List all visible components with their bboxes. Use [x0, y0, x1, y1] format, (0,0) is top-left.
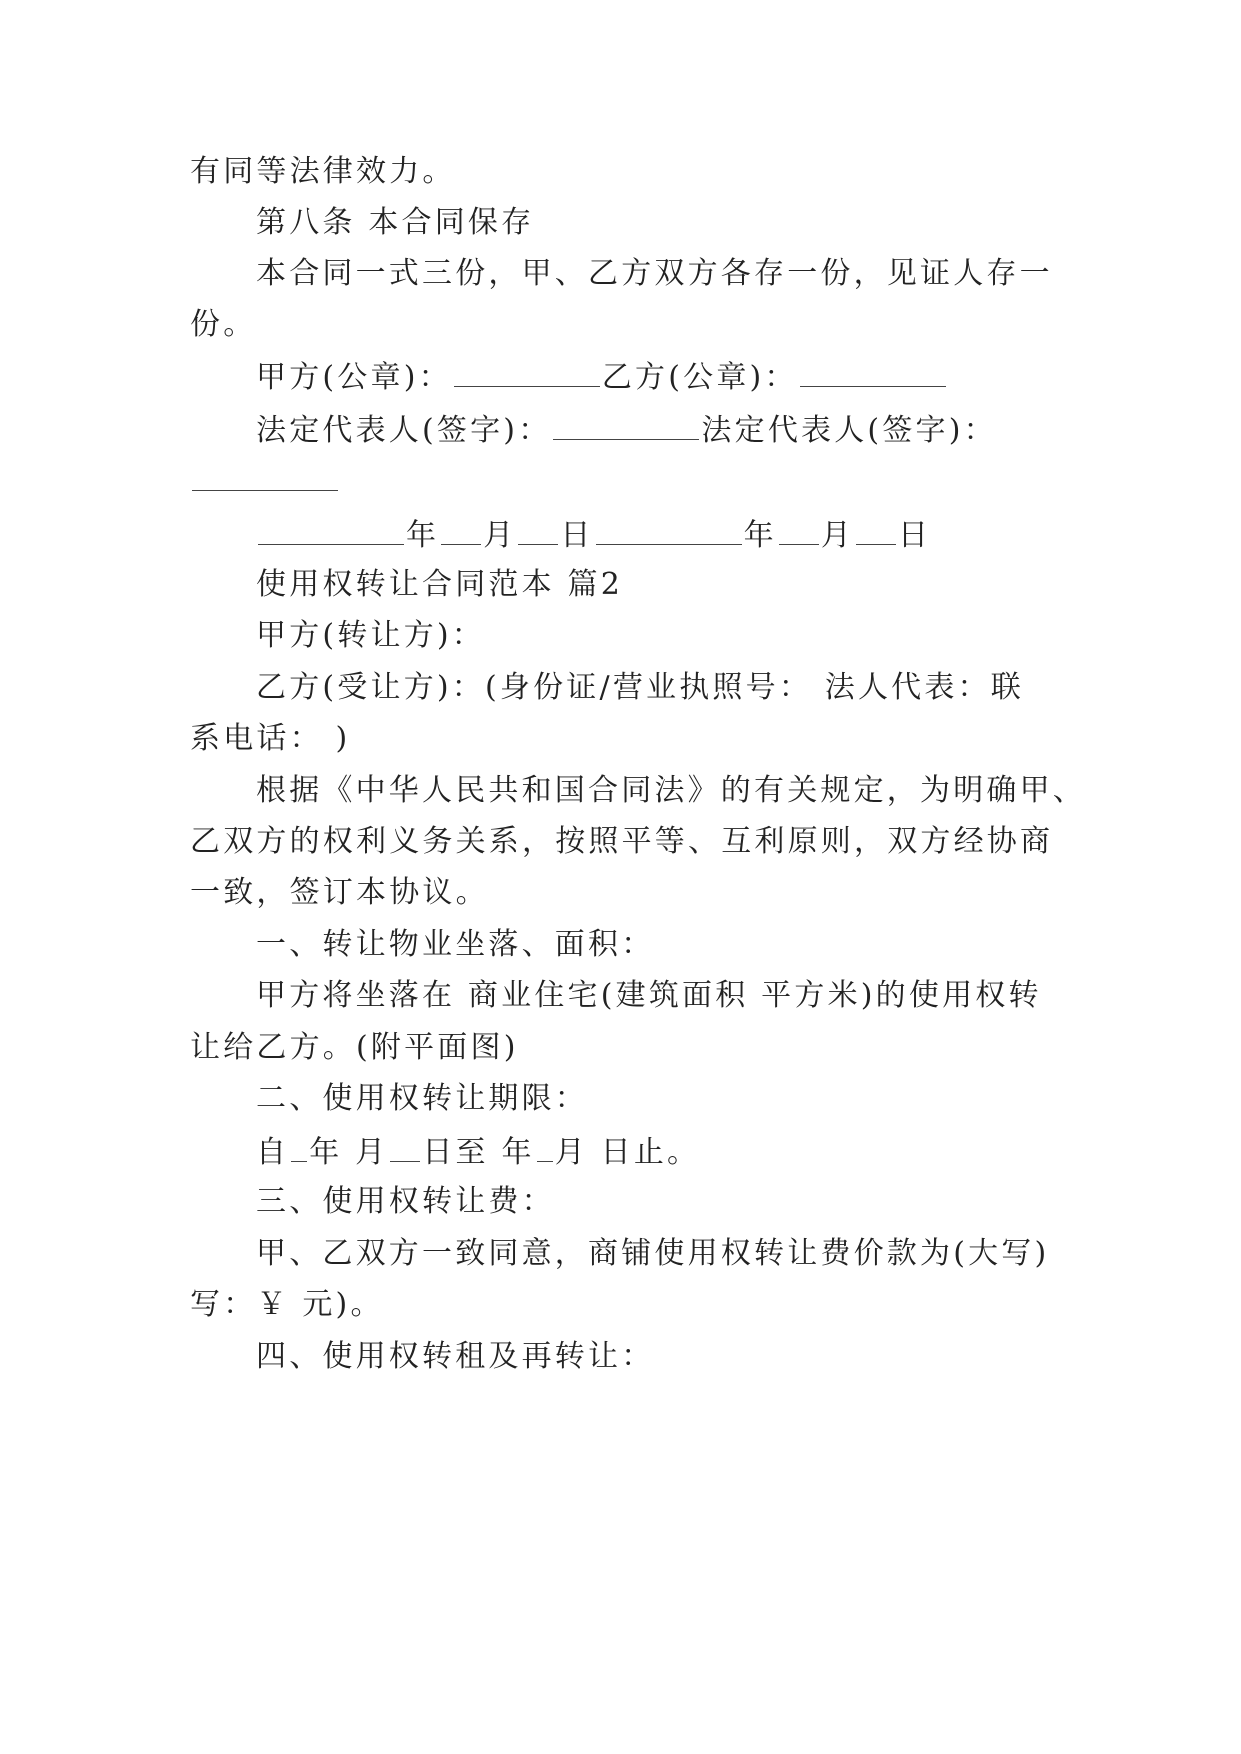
party-b-representative-label: 法定代表人(签字)：	[701, 413, 997, 448]
blank-underline	[596, 514, 742, 545]
section-title	[256, 565, 1136, 605]
blank-underline	[518, 514, 558, 545]
blank-underline	[258, 514, 404, 545]
blank-underline	[441, 514, 481, 545]
text-line	[190, 305, 1070, 345]
blank-underline	[800, 356, 946, 387]
party-b-seal-label: 乙方(公章)：	[601, 360, 798, 395]
text-span: 乙方(受让方)：(身份证/营业执照号： 法人代表：联	[256, 670, 1024, 705]
text-span: 本合同一式三份，甲、乙方双方各存一份，见证人存一	[256, 256, 1053, 291]
text-line	[190, 822, 1070, 862]
blank-underline	[454, 356, 600, 387]
text-span: 写：￥ 元)。	[190, 1287, 384, 1322]
clause-heading	[256, 1079, 1136, 1119]
party-a-seal-label: 甲方(公章)：	[256, 360, 452, 395]
text-span: 三、使用权转让费：	[256, 1184, 555, 1219]
text-line	[256, 616, 1136, 656]
blank-underline	[291, 1131, 307, 1162]
from-label: 自	[256, 1135, 290, 1170]
year-label: 年	[406, 518, 440, 553]
blank-underline	[779, 514, 819, 545]
text-span: 一致，签订本协议。	[190, 875, 489, 910]
blank-underline	[553, 409, 699, 440]
term-line	[256, 1131, 1136, 1173]
text-line	[190, 719, 1070, 759]
clause-heading	[256, 1337, 1136, 1377]
month-label: 月	[483, 518, 517, 553]
text-span: 有同等法律效力。	[190, 154, 456, 189]
text-line	[256, 1234, 1136, 1274]
text-span: 乙双方的权利义务关系，按照平等、互利原则，双方经协商	[190, 824, 1054, 859]
party-a-representative-label: 法定代表人(签字)：	[256, 413, 552, 448]
text-line	[256, 668, 1136, 708]
text-span: 二、使用权转让期限：	[256, 1081, 588, 1116]
signature-line-seals	[256, 356, 1136, 398]
text-span: 一、转让物业坐落、面积：	[256, 927, 655, 962]
signature-continuation	[190, 460, 1070, 502]
text-span: 甲方将坐落在 商业住宅(建筑面积 平方米)的使用权转	[256, 978, 1042, 1013]
text-line	[190, 1285, 1070, 1325]
text-span: 四、使用权转租及再转让：	[256, 1339, 655, 1374]
blank-underline	[390, 1131, 420, 1162]
text-line	[190, 1028, 1070, 1068]
blank-underline	[192, 460, 338, 491]
day-label: 日	[898, 518, 932, 553]
text-span: 份。	[190, 307, 257, 342]
date-line	[256, 514, 1136, 556]
blank-underline	[537, 1131, 553, 1162]
day-label: 日	[560, 518, 594, 553]
text-span: 年 月	[309, 1135, 389, 1170]
text-span: 系电话： )	[190, 721, 351, 756]
signature-line-representatives	[256, 409, 1136, 451]
text-line	[190, 152, 1070, 192]
text-span: 日至 年	[422, 1135, 535, 1170]
section-heading	[256, 203, 1136, 243]
year-label: 年	[743, 518, 777, 553]
clause-heading	[256, 1182, 1136, 1222]
text-span: 让给乙方。(附平面图)	[190, 1030, 519, 1065]
text-span: 使用权转让合同范本 篇2	[256, 567, 624, 602]
text-span: 甲方(转让方)：	[256, 618, 486, 653]
text-line	[256, 771, 1136, 811]
month-label: 月	[820, 518, 855, 553]
text-span: 甲、乙双方一致同意，商铺使用权转让费价款为(大写)	[256, 1236, 1050, 1271]
blank-underline	[856, 514, 896, 545]
text-line	[190, 873, 1070, 913]
text-line	[256, 976, 1136, 1016]
clause-heading	[256, 925, 1136, 965]
text-span: 月 日止。	[554, 1135, 701, 1170]
text-line	[256, 254, 1136, 294]
text-span: 根据《中华人民共和国合同法》的有关规定，为明确甲、	[256, 773, 1086, 808]
text-span: 第八条 本合同保存	[256, 205, 535, 240]
